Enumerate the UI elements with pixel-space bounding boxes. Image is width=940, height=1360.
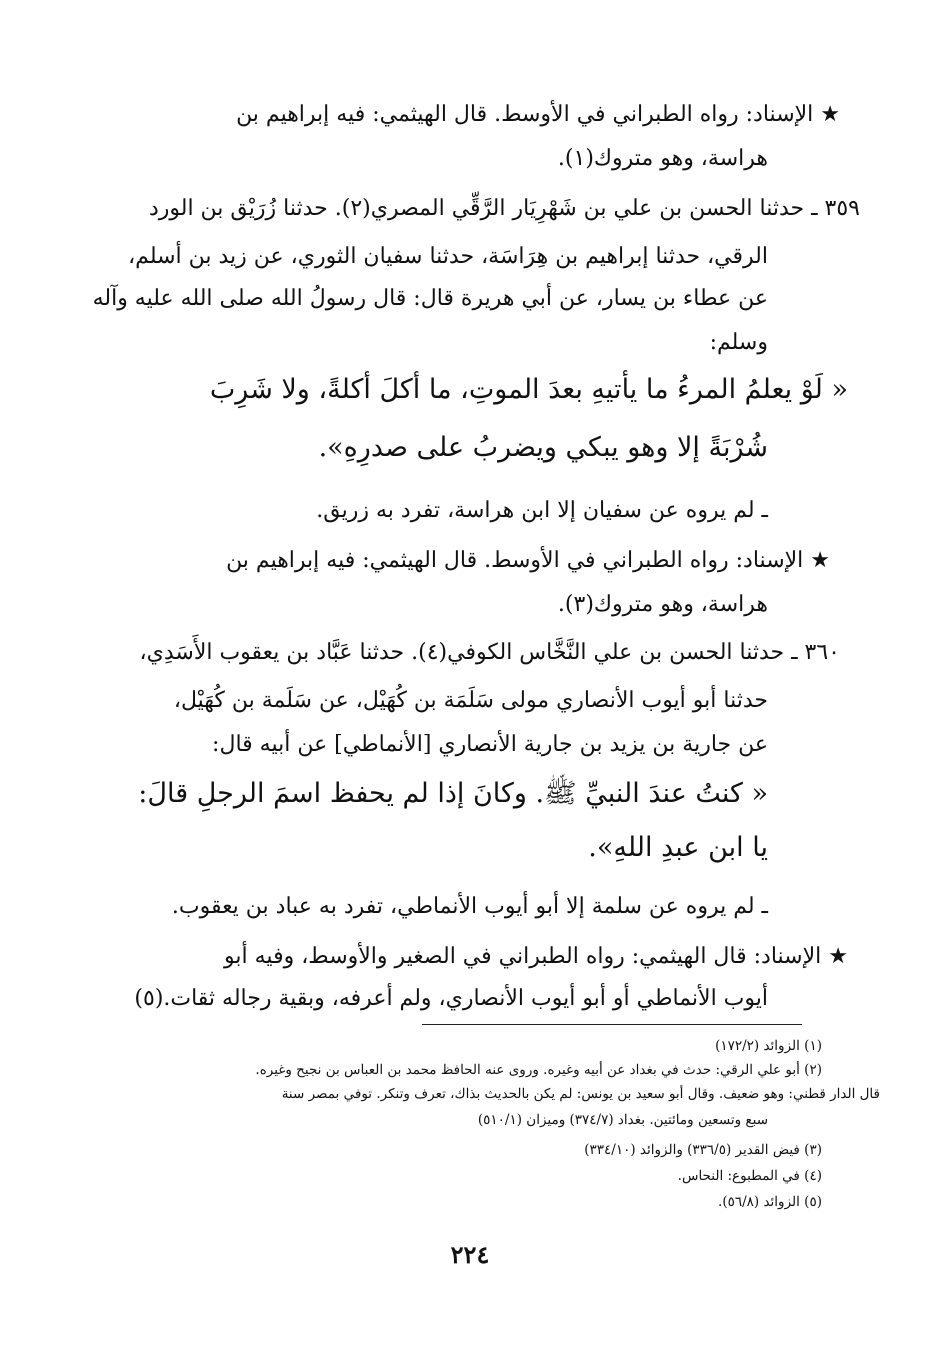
page-number: ٢٢٤ — [450, 1240, 490, 1269]
text-line-2: هراسة، وهو متروك(١). — [557, 146, 768, 171]
text-line-10: ★ الإسناد: رواه الطبراني في الأوسط. قال الهيثمي: فيه إبراهيم بن — [226, 548, 830, 573]
footnote-line-6: (٤) في المطبوع: النحاس. — [677, 1168, 822, 1184]
footnote-line-4: سبع وتسعين ومائتين. بغداد (٣٧٤/٧) وميزان (٥١٠/١) — [477, 1112, 768, 1128]
text-line-12: ٣٦٠ ـ حدثنا الحسن بن علي النَّخَّاس الكوفي(٤). حدثنا عَبَّاد بن يعقوب الأَسَدِي، — [139, 640, 840, 665]
text-line-11: هراسة، وهو متروك(٣). — [557, 592, 768, 617]
text-line-9: ـ لم يروه عن سفيان إلا ابن هراسة، تفرد به زريق. — [316, 498, 768, 523]
text-line-7: « لَوْ يعلمُ المرءُ ما يأتيهِ بعدَ الموتِ، ما أكلَ أكلةً، ولا شَرِبَ — [209, 374, 848, 405]
footnote-line-7: (٥) الزوائد (٥٦/٨). — [718, 1194, 822, 1210]
text-line-18: ★ الإسناد: قال الهيثمي: رواه الطبراني في الصغير والأوسط، وفيه أبو — [224, 944, 848, 969]
footnote-line-3: قال الدار قطني: وهو ضعيف. وقال أبو سعيد بن يونس: لم يكن بالحديث بذاك، تعرف وتنكر. توفي بمصر سنة — [281, 1086, 880, 1102]
text-line-4: الرقي، حدثنا إبراهيم بن هِرَاسَة، حدثنا سفيان الثوري، عن زيد بن أسلم، — [128, 244, 768, 269]
text-line-5: عن عطاء بن يسار، عن أبي هريرة قال: قال رسولُ الله صلى الله عليه وآله — [92, 286, 768, 311]
text-line-16: يا ابن عبدِ اللهِ». — [588, 832, 768, 863]
text-line-6: وسلم: — [709, 330, 768, 355]
text-line-17: ـ لم يروه عن سلمة إلا أبو أيوب الأنماطي، تفرد به عباد بن يعقوب. — [171, 894, 768, 919]
text-line-8: شُرْبَةً إلا وهو يبكي ويضربُ على صدرِهِ». — [318, 432, 768, 463]
text-line-1: ★ الإسناد: رواه الطبراني في الأوسط. قال الهيثمي: فيه إبراهيم بن — [236, 102, 840, 127]
text-line-19: أيوب الأنماطي أو أبو أيوب الأنصاري، ولم أعرفه، وبقية رجاله ثقات.(٥) — [134, 986, 768, 1011]
footnote-line-5: (٣) فيض القدير (٣٣٦/٥) والزوائد (٣٣٤/١٠) — [584, 1142, 822, 1158]
text-line-14: عن جارية بن يزيد بن جارية الأنصاري [الأنماطي] عن أبيه قال: — [212, 732, 768, 757]
footnote-separator — [422, 1024, 802, 1025]
text-line-13: حدثنا أبو أيوب الأنصاري مولى سَلَمَة بن كُهَيْل، عن سَلَمة بن كُهَيْل، — [173, 688, 768, 713]
text-line-15: « كنتُ عندَ النبيِّ ﷺ. وكانَ إذا لم يحفظ اسمَ الرجلِ قالَ: — [138, 778, 768, 809]
footnote-line-2: (٢) أبو علي الرقي: حدث في بغداد عن أبيه وغيره. وروى عنه الحافظ محمد بن العباس بن نجيح وغيره. — [255, 1062, 822, 1078]
footnote-line-1: (١) الزوائد (١٧٢/٢) — [715, 1038, 822, 1054]
text-line-3: ٣٥٩ ـ حدثنا الحسن بن علي بن شَهْرِيَار الرَّقِّي المصري(٢). حدثنا زُرَيْق بن الورد — [148, 196, 860, 221]
